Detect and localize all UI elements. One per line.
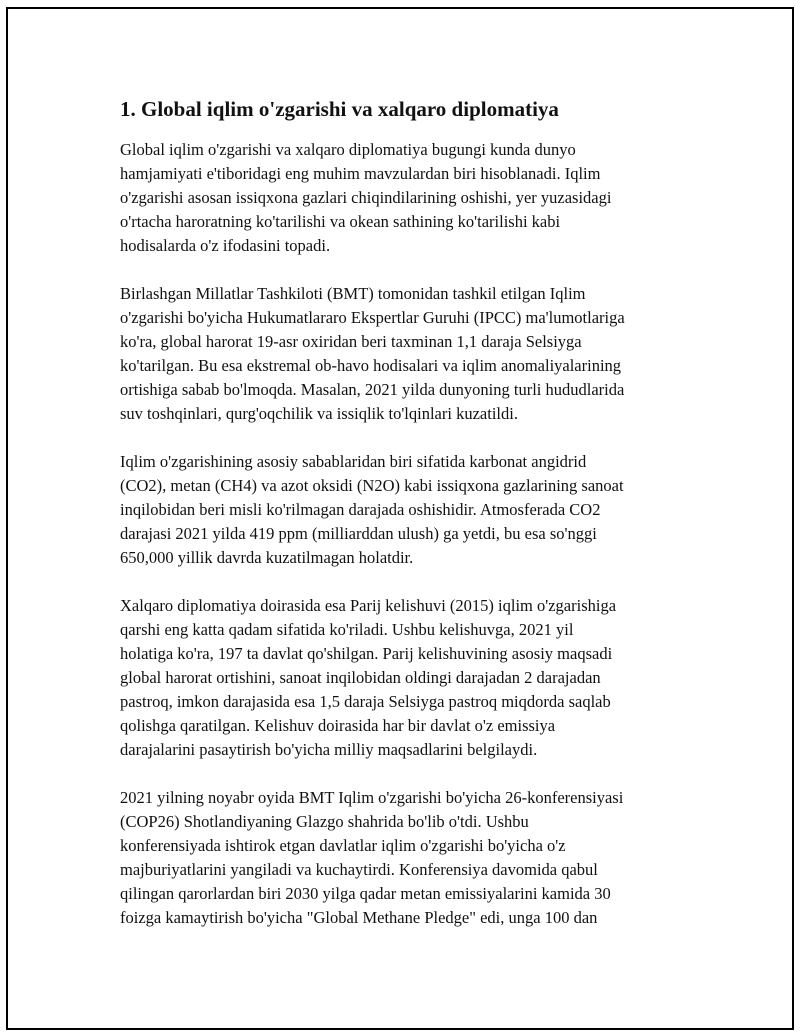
text-line: ortishiga sabab bo'lmoqda. Masalan, 2021 yilda dunyoning turli hududlarida [120,380,625,399]
text-line: (CO2), metan (CH4) va azot oksidi (N2O) kabi issiqxona gazlarining sanoat [120,476,624,495]
text-line: pastroq, imkon darajasida esa 1,5 daraja Selsiyga pastroq miqdorda saqlab [120,692,611,711]
text-line: hodisalarda o'z ifodasini topadi. [120,236,331,255]
paragraph [120,786,690,930]
text-line: global harorat ortishini, sanoat inqilobidan oldingi darajadan 2 darajadan [120,668,601,687]
text-line: qolishga qaratilgan. Kelishuv doirasida har bir davlat o'z emissiya [120,716,556,735]
text-line: o'zgarishi asosan issiqxona gazlari chiqindilarining oshishi, yer yuzasidagi [120,188,612,207]
text-line: majburiyatlarini yangiladi va kuchaytirdi. Konferensiya davomida qabul [120,860,598,879]
paragraph [120,138,690,258]
paragraph-container [120,138,690,930]
text-line: darajalarini pasaytirish bo'yicha milliy maqsadlarini belgilaydi. [120,740,538,759]
text-line: suv toshqinlari, qurg'oqchilik va issiqlik to'lqinlari kuzatildi. [120,404,518,423]
text-line: ko'ra, global harorat 19-asr oxiridan beri taxminan 1,1 daraja Selsiyga [120,332,582,351]
text-line: qarshi eng katta qadam sifatida ko'riladi. Ushbu kelishuvga, 2021 yil [120,620,574,639]
document-body [120,96,690,954]
text-line: 2021 yilning noyabr oyida BMT Iqlim o'zgarishi bo'yicha 26-konferensiyasi [120,788,624,807]
text-line: Global iqlim o'zgarishi va xalqaro diplomatiya bugungi kunda dunyo [120,140,576,159]
text-line: (COP26) Shotlandiyaning Glazgo shahrida bo'lib o'tdi. Ushbu [120,812,529,831]
text-line: darajasi 2021 yilda 419 ppm (milliarddan ulush) ga yetdi, bu esa so'nggi [120,524,597,543]
paragraph [120,450,690,570]
text-line: 650,000 yillik davrda kuzatilmagan holatdir. [120,548,414,567]
paragraph [120,282,690,426]
text-line: foizga kamaytirish bo'yicha "Global Methane Pledge" edi, unga 100 dan [120,908,598,927]
paragraph [120,594,690,762]
text-line: qilingan qarorlardan biri 2030 yilga qadar metan emissiyalarini kamida 30 [120,884,611,903]
text-line: Iqlim o'zgarishining asosiy sabablaridan biri sifatida karbonat angidrid [120,452,587,471]
text-line: hamjamiyati e'tiboridagi eng muhim mavzulardan biri hisoblanadi. Iqlim [120,164,601,183]
page-frame [6,7,794,1030]
text-line: konferensiyada ishtirok etgan davlatlar iqlim o'zgarishi bo'yicha o'z [120,836,566,855]
text-line: o'rtacha haroratning ko'tarilishi va okean sathining ko'tarilishi kabi [120,212,561,231]
text-line: o'zgarishi bo'yicha Hukumatlararo Ekspertlar Guruhi (IPCC) ma'lumotlariga [120,308,625,327]
section-heading: 1. Global iqlim o'zgarishi va xalqaro diplomatiya [120,97,559,121]
text-line: holatiga ko'ra, 197 ta davlat qo'shilgan. Parij kelishuvining asosiy maqsadi [120,644,613,663]
text-line: Xalqaro diplomatiya doirasida esa Parij kelishuvi (2015) iqlim o'zgarishiga [120,596,617,615]
text-line: inqilobidan beri misli ko'rilmagan darajada oshishidir. Atmosferada CO2 [120,500,601,519]
text-line: Birlashgan Millatlar Tashkiloti (BMT) tomonidan tashkil etilgan Iqlim [120,284,586,303]
text-line: ko'tarilgan. Bu esa ekstremal ob-havo hodisalari va iqlim anomaliyalarining [120,356,622,375]
